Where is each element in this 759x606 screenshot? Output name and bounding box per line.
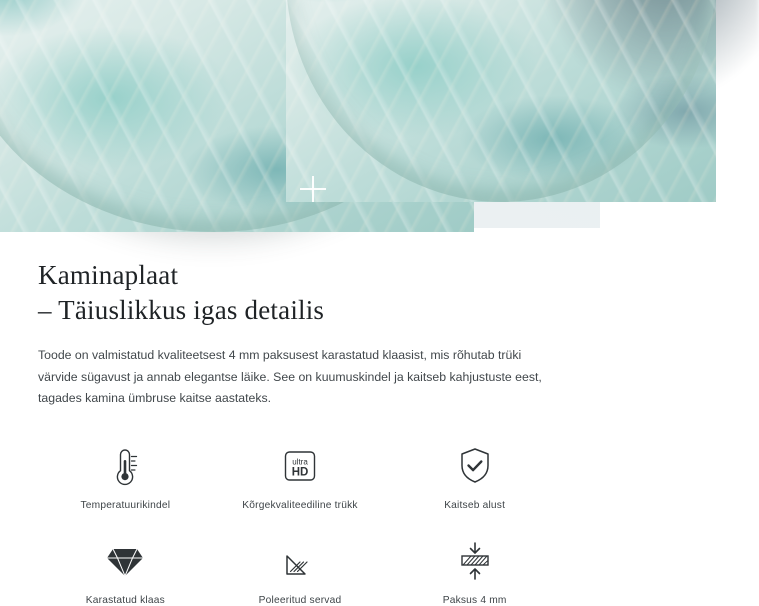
feature-tempered-glass: [38, 539, 213, 606]
diamond-icon: [103, 539, 147, 583]
hero-image: [0, 0, 600, 228]
feature-label: Kaitseb alust: [444, 500, 505, 511]
feature-high-quality-print: [213, 444, 388, 511]
product-description: Toode on valmistatud kvaliteetsest 4 mm paksusest karastatud klaasist, mis rõhutab trüki värvide sügavust ja annab elegantse läike. See on kuumuskindel ja kaitseb kahjustuste eest, tagades kamina ümbruse kaitse aastateks.: [38, 345, 562, 410]
ultra-hd-icon: [279, 444, 321, 488]
content-area: [0, 228, 600, 606]
feature-temperature-resistant: [38, 444, 213, 511]
feature-label: Karastatud klaas: [86, 595, 165, 606]
feature-label: Kõrgekvaliteediline trükk: [242, 500, 357, 511]
feature-thickness: [387, 539, 562, 606]
feature-label: Poleeritud servad: [259, 595, 342, 606]
headline-line-1: Kaminaplaat: [38, 260, 178, 290]
feature-label: Paksus 4 mm: [443, 595, 507, 606]
svg-text:ultra: ultra: [292, 457, 308, 466]
page-title: [38, 258, 562, 327]
marble-plate-right: [286, 0, 716, 202]
thickness-arrows-icon: [453, 539, 497, 583]
feature-protects-surface: [387, 444, 562, 511]
feature-grid: [38, 444, 562, 606]
feature-label: Temperatuurikindel: [80, 500, 170, 511]
thermometer-icon: [105, 444, 145, 488]
svg-text:HD: HD: [292, 466, 309, 478]
headline-line-2: – Täiuslikkus igas detailis: [38, 293, 562, 328]
polished-edges-icon: [279, 539, 321, 583]
shield-check-icon: [455, 444, 495, 488]
feature-polished-edges: [213, 539, 388, 606]
